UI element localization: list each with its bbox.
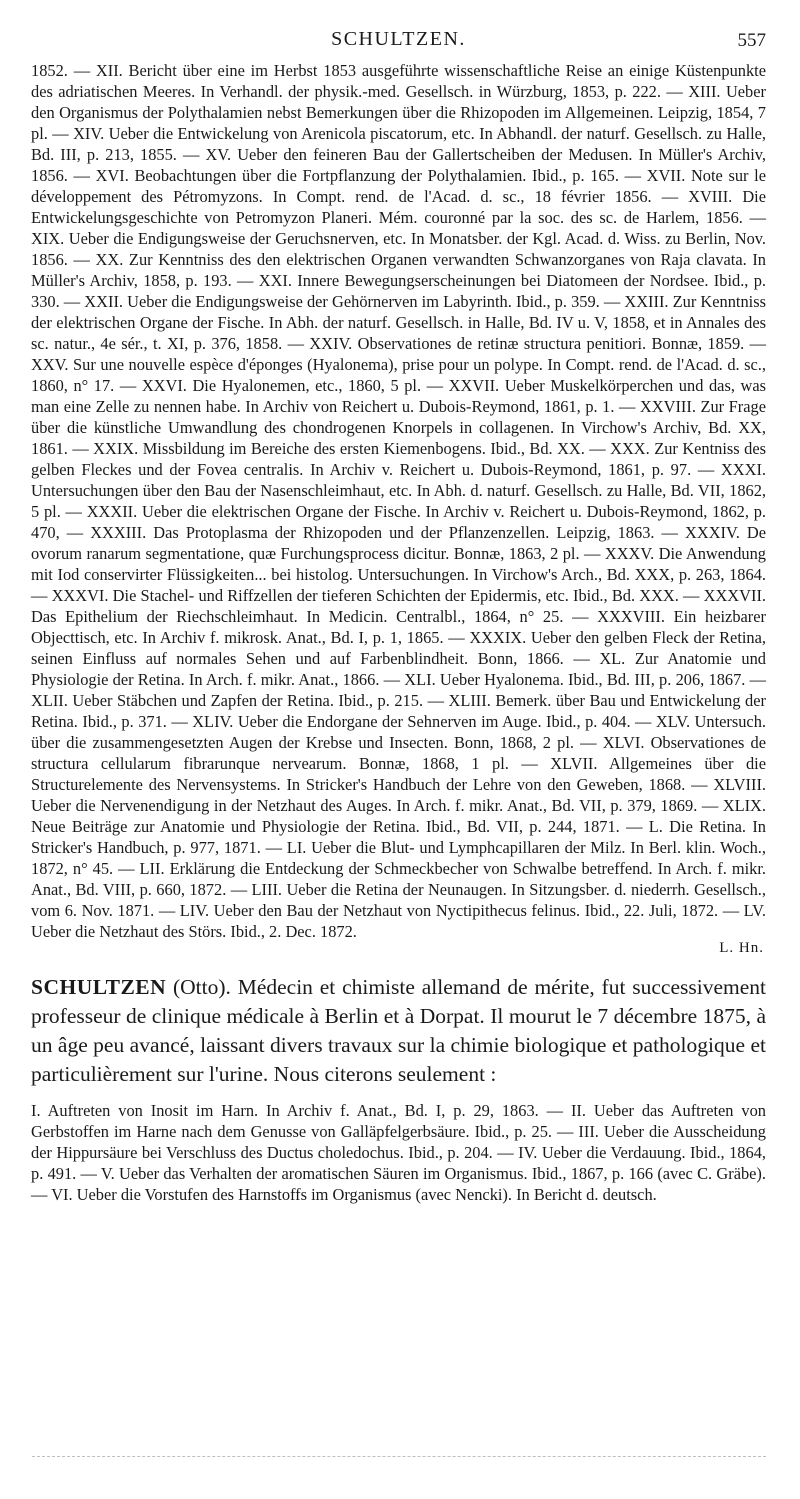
entry-name-suffix: (Otto). — [166, 975, 238, 999]
entry-schultzen — [31, 973, 766, 1089]
entry-name: SCHULTZEN — [31, 975, 167, 999]
entry-intro: Médecin et chimiste allemand de mérite, fut successivement professeur de clinique médicale à Berlin et à Dorpat. Il mourut le 7 décembre 1875, à un âge peu avancé, laissant divers travaux sur la chimie biologique et pathologique et particulièrement sur l'urine. Nous citerons seulement : — [31, 975, 766, 1086]
author-signature: L. Hn. — [719, 940, 764, 956]
footer-rule — [32, 1456, 766, 1457]
page-number: 557 — [737, 30, 766, 51]
bibliography-continuation: 1852. — XII. Bericht über eine im Herbst 1853 ausgeführte wissenschaftliche Reise an einige Küstenpunkte des adriatischen Meeres. In Verhandl. der physik.-med. Gesellsch. in Würzburg, 1853, p. 222. — XIII. Ueber den Organismus der Polythalamien nebst Bemerkungen über die Rhizopoden im Allgemeinen. Leipzig, 1854, 7 pl. — XIV. Ueber die Entwickelung von Arenicola piscatorum, etc. In Abhandl. der naturf. Gesellsch. zu Halle, Bd. III, p. 213, 1855. — XV. Ueber den feineren Bau der Gallertscheiben der Medusen. In Müller's Archiv, 1856. — XVI. Beobachtungen über die Fortpflanzung der Polythalamien. Ibid., p. 165. — XVII. Note sur le développement des Pétromyzons. In Compt. rend. de l'Acad. d. sc., 18 février 1856. — XVIII. Die Entwickelungsgeschichte von Petromyzon Planeri. Mém. couronné par la soc. des sc. de Harlem, 1856. — XIX. Ueber die Endigungsweise der Geruchsnerven, etc. In Monatsber. der Kgl. Acad. d. Wiss. zu Berlin, Nov. 1856. — XX. Zur Kenntniss des den elektrischen Organen verwandten Schwanzorganes von Raja clavata. In Müller's Archiv, 1858, p. 193. — XXI. Innere Bewegungserscheinungen bei Diatomeen der Nordsee. Ibid., p. 330. — XXII. Ueber die Endigungsweise der Gehörnerven im Labyrinth. Ibid., p. 359. — XXIII. Zur Kenntniss der elektrischen Organe der Fische. In Abh. der naturf. Gesellsch. in Halle, Bd. IV u. V, 1858, et in Annales des sc. natur., 4e sér., t. XI, p. 376, 1858. — XXIV. Observationes de retinæ structura penitiori. Bonnæ, 1859. — XXV. Sur une nouvelle espèce d'éponges (Hyalonema), prise pour un polype. In Compt. rend. de l'Acad. d. sc., 1860, n° 17. — XXVI. Die Hyalonemen, etc., 1860, 5 pl. — XXVII. Ueber Muskelkörperchen und das, was man eine Zelle zu nennen habe. In Archiv von Reichert u. Dubois-Reymond, 1861, p. 1. — XXVIII. Zur Frage über die künstliche Umwandlung des chondrogenen Knorpels in collagenen. In Virchow's Archiv, Bd. XX, 1861. — XXIX. Missbildung im Bereiche des ersten Kiemenbogens. Ibid., Bd. XX. — XXX. Zur Kentniss des gelben Fleckes und der Fovea centralis. In Archiv v. Reichert u. Dubois-Reymond, 1861, p. 97. — XXXI. Untersuchungen über den Bau der Nasenschleimhaut, etc. In Abh. d. naturf. Gesellsch. zu Halle, Bd. VII, 1862, 5 pl. — XXXII. Ueber die elektrischen Organe der Fische. In Archiv v. Reichert u. Dubois-Reymond, 1862, p. 470, — XXXIII. Das Protoplasma der Rhizopoden und der Pflanzenzellen. Leipzig, 1863. — XXXIV. De ovorum ranarum segmentatione, quæ Furchungsprocess dicitur. Bonnæ, 1863, 2 pl. — XXXV. Die Anwendung mit Iod conservirter Flüssigkeiten... bei histolog. Untersuchungen. In Virchow's Arch., Bd. XXX, p. 263, 1864. — XXXVI. Die Stachel- und Riffzellen der tieferen Schichten der Epidermis, etc. Ibid., Bd. XXX. — XXXVII. Das Epithelium der Riechschleimhaut. In Medicin. Centralbl., 1864, n° 25. — XXXVIII. Ein heizbarer Objecttisch, etc. In Archiv f. mikrosk. Anat., Bd. I, p. 1, 1865. — XXXIX. Ueber den gelben Fleck der Retina, seinen Einfluss auf normales Sehen und auf Farbenblindheit. Bonn, 1866. — XL. Zur Anatomie und Physiologie der Retina. In Arch. f. mikr. Anat., 1866. — XLI. Ueber Hyalonema. Ibid., Bd. III, p. 206, 1867. — XLII. Ueber Stäbchen und Zapfen der Retina. Ibid., p. 215. — XLIII. Bemerk. über Bau und Entwickelung der Retina. Ibid., p. 371. — XLIV. Ueber die Endorgane der Sehnerven im Auge. Ibid., p. 404. — XLV. Untersuch. über die zusammengesetzten Augen der Krebse und Insecten. Bonn, 1868, 2 pl. — XLVI. Observationes de structura cellularum fibrarunque nervearum. Bonnæ, 1868, 1 pl. — XLVII. Allgemeines über die Structurelemente des Nervensystems. In Stricker's Handbuch der Lehre von den Geweben, 1868. — XLVIII. Ueber die Nervenendigung in der Netzhaut des Auges. In Arch. f. mikr. Anat., Bd. VII, p. 379, 1869. — XLIX. Neue Beiträge zur Anatomie und Physiologie der Retina. Ibid., Bd. VII, p. 244, 1871. — L. Die Retina. In Stricker's Handbuch, p. 977, 1871. — LI. Ueber die Blut- und Lymphcapillaren der Milz. In Berl. klin. Woch., 1872, n° 45. — LII. Erklärung die Entdeckung der Schmeckbecher von Schwalbe betreffend. In Arch. f. mikr. Anat., Bd. VIII, p. 660, 1872. — LIII. Ueber die Retina der Neunaugen. In Sitzungsber. d. niederrh. Gesellsch., vom 6. Nov. 1871. — LIV. Ueber den Bau der Netzhaut von Nyctipithecus felinus. Ibid., 22. Juli, 1872. — LV. Ueber die Netzhaut des Störs. Ibid., 2. Dec. 1872. — [31, 61, 766, 941]
running-head — [31, 0, 766, 60]
page — [31, 0, 766, 1205]
running-title: SCHULTZEN. — [331, 28, 466, 50]
entry-works: I. Auftreten von Inosit im Harn. In Archiv f. Anat., Bd. I, p. 29, 1863. — II. Ueber das Auftreten von Gerbstoffen im Harne nach dem Genusse von Galläpfelgerbsäure. Ibid., p. 25. — III. Ueber die Ausscheidung der Hippursäure bei Verschluss des Ductus choledochus. Ibid., p. 204. — IV. Ueber die Verdauung. Ibid., 1864, p. 491. — V. Ueber das Verhalten der aromatischen Säuren im Organismus. Ibid., 1867, p. 166 (avec C. Gräbe). — VI. Ueber die Vorstufen des Harnstoffs im Organismus (avec Nencki). In Bericht d. deutsch. — [31, 1101, 766, 1204]
